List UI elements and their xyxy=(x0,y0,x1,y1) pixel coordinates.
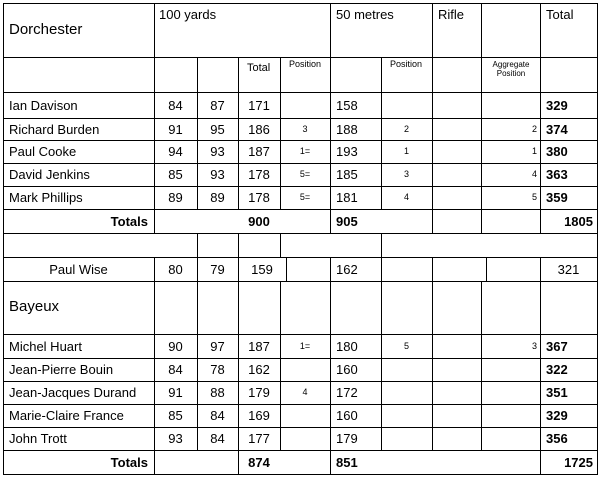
player-name-wise: Paul Wise xyxy=(49,262,108,277)
grid-line xyxy=(481,3,482,234)
column-header-50-metres: 50 metres xyxy=(336,7,394,22)
overall-total: 374 xyxy=(546,122,568,137)
total-100y-wise: 159 xyxy=(251,262,273,277)
grid-line xyxy=(330,257,331,282)
grid-line xyxy=(3,140,598,141)
score-100y-1: 84 xyxy=(168,98,183,113)
score-100y-1: 94 xyxy=(168,144,183,159)
grid-line xyxy=(330,450,331,475)
player-name: Richard Burden xyxy=(9,122,100,137)
total-100y: 178 xyxy=(248,167,270,182)
position-100y: 4 xyxy=(302,387,308,397)
grid-line xyxy=(381,281,382,451)
grid-line xyxy=(3,381,598,382)
subheader-total: Total xyxy=(247,62,271,74)
score-50m: 158 xyxy=(336,98,358,113)
score-100y-2: 78 xyxy=(210,362,225,377)
grid-line xyxy=(3,427,598,428)
grid-line xyxy=(540,3,541,234)
grid-line xyxy=(3,474,598,475)
grid-line xyxy=(381,233,382,258)
grid-line xyxy=(3,92,598,93)
subheader-position: Position xyxy=(289,59,322,69)
total-100y: 187 xyxy=(248,339,270,354)
totals-100y-dorchester: 900 xyxy=(248,214,270,229)
score-50m: 188 xyxy=(336,122,358,137)
player-name: Ian Davison xyxy=(9,98,78,113)
column-header-100-yards: 100 yards xyxy=(159,7,217,22)
grid-line xyxy=(432,281,433,451)
overall-total: 363 xyxy=(546,167,568,182)
position-50m: 3 xyxy=(403,169,409,179)
grid-line xyxy=(597,3,598,475)
total-100y: 162 xyxy=(248,362,270,377)
position-50m: 2 xyxy=(403,124,409,134)
aggregate-position: 5 xyxy=(531,192,537,202)
position-100y: 1= xyxy=(299,146,311,156)
totals-overall-bayeux: 1725 xyxy=(564,455,593,470)
totals-label-bayeux: Totals xyxy=(110,455,148,470)
score-100y-2: 93 xyxy=(210,167,225,182)
aggregate-position: 3 xyxy=(531,341,537,351)
overall-total: 329 xyxy=(546,98,568,113)
totals-label-dorchester: Totals xyxy=(110,214,148,229)
player-name: David Jenkins xyxy=(9,167,90,182)
totals-50m-bayeux: 851 xyxy=(336,455,358,470)
grid-line xyxy=(330,281,331,451)
score-100y-2: 88 xyxy=(210,385,225,400)
score-100y-2: 84 xyxy=(210,408,225,423)
score-100y-2-wise: 79 xyxy=(210,262,225,277)
score-100y-1: 90 xyxy=(168,339,183,354)
player-name: Jean-Pierre Bouin xyxy=(9,362,114,377)
score-100y-1: 85 xyxy=(168,167,183,182)
overall-total: 356 xyxy=(546,431,568,446)
grid-line xyxy=(197,233,198,258)
player-name: Michel Huart xyxy=(9,339,82,354)
player-name: Paul Cooke xyxy=(9,144,77,159)
grid-line xyxy=(3,233,598,234)
grid-line xyxy=(481,281,482,451)
grid-line xyxy=(3,163,598,164)
score-50m: 181 xyxy=(336,190,358,205)
position-100y: 5= xyxy=(299,192,311,202)
overall-total: 351 xyxy=(546,385,568,400)
subheader-position-50: Position xyxy=(390,59,423,69)
score-50m: 179 xyxy=(336,431,358,446)
position-100y: 3 xyxy=(302,124,308,134)
aggregate-position: 2 xyxy=(531,124,537,134)
score-100y-2: 89 xyxy=(210,190,225,205)
grid-line xyxy=(280,281,281,451)
score-100y-1: 91 xyxy=(168,385,183,400)
totals-100y-bayeux: 874 xyxy=(248,455,270,470)
position-50m: 4 xyxy=(403,192,409,202)
grid-line xyxy=(3,3,598,4)
score-50m: 193 xyxy=(336,144,358,159)
total-100y: 186 xyxy=(248,122,270,137)
grid-line xyxy=(154,450,155,475)
total-100y: 177 xyxy=(248,431,270,446)
grid-line xyxy=(3,186,598,187)
score-100y-1-wise: 80 xyxy=(168,262,183,277)
aggregate-position: 4 xyxy=(531,169,537,179)
grid-line xyxy=(238,233,239,258)
score-100y-2: 84 xyxy=(210,431,225,446)
player-name: Mark Phillips xyxy=(9,190,83,205)
grid-line xyxy=(3,257,598,258)
grid-line xyxy=(432,257,433,282)
score-100y-2: 87 xyxy=(210,98,225,113)
score-100y-2: 93 xyxy=(210,144,225,159)
total-100y: 169 xyxy=(248,408,270,423)
score-50m: 185 xyxy=(336,167,358,182)
score-50m: 160 xyxy=(336,408,358,423)
score-100y-2: 97 xyxy=(210,339,225,354)
score-50m: 172 xyxy=(336,385,358,400)
grid-line xyxy=(3,57,598,58)
score-50m: 180 xyxy=(336,339,358,354)
score-50m: 160 xyxy=(336,362,358,377)
club-name-dorchester: Dorchester xyxy=(9,21,83,38)
position-50m: 5 xyxy=(403,341,409,351)
position-100y: 5= xyxy=(299,169,311,179)
grid-line xyxy=(3,358,598,359)
score-100y-1: 84 xyxy=(168,362,183,377)
totals-overall-dorchester: 1805 xyxy=(564,214,593,229)
player-name: John Trott xyxy=(9,431,67,446)
player-name: Jean-Jacques Durand xyxy=(9,385,137,400)
score-100y-1: 89 xyxy=(168,190,183,205)
player-name: Marie-Claire France xyxy=(9,408,124,423)
totals-50m-dorchester: 905 xyxy=(336,214,358,229)
column-header-rifle: Rifle xyxy=(438,7,465,22)
grid-line xyxy=(3,3,4,475)
subheader-aggregate-position: Aggregate Position xyxy=(492,60,530,79)
aggregate-position: 1 xyxy=(531,146,537,156)
score-100y-2: 95 xyxy=(210,122,225,137)
grid-line xyxy=(3,281,598,282)
grid-line xyxy=(330,3,331,234)
total-100y: 171 xyxy=(248,98,270,113)
score-100y-1: 91 xyxy=(168,122,183,137)
grid-line xyxy=(486,257,487,282)
total-100y: 179 xyxy=(248,385,270,400)
grid-line xyxy=(432,3,433,234)
overall-total: 359 xyxy=(546,190,568,205)
position-50m: 1 xyxy=(403,146,409,156)
club-name-bayeux: Bayeux xyxy=(9,298,60,315)
total-100y: 187 xyxy=(248,144,270,159)
score-50m-wise: 162 xyxy=(336,262,358,277)
score-100y-1: 85 xyxy=(168,408,183,423)
overall-total: 380 xyxy=(546,144,568,159)
grid-line xyxy=(381,257,382,282)
grid-line xyxy=(3,450,598,451)
position-100y: 1= xyxy=(299,341,311,351)
total-100y: 178 xyxy=(248,190,270,205)
grid-line xyxy=(3,118,598,119)
grid-line xyxy=(280,233,281,258)
grid-line xyxy=(540,281,541,451)
grid-line xyxy=(3,404,598,405)
overall-total: 322 xyxy=(546,362,568,377)
overall-total: 329 xyxy=(546,408,568,423)
grid-line xyxy=(3,334,598,335)
grid-line xyxy=(3,209,598,210)
column-header-total: Total xyxy=(546,7,574,22)
overall-total-wise: 321 xyxy=(557,262,580,277)
score-100y-1: 93 xyxy=(168,431,183,446)
overall-total: 367 xyxy=(546,339,568,354)
grid-line xyxy=(286,257,287,282)
